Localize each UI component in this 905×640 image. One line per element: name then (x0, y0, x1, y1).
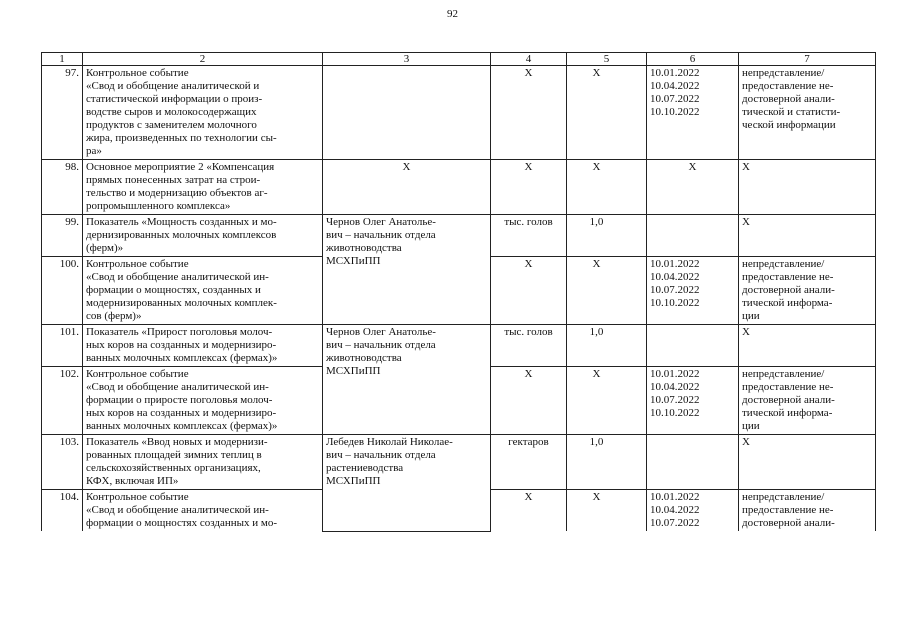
description-line: ра» (86, 145, 102, 157)
risk-line: тической и статисти- (742, 106, 841, 118)
row-description (83, 215, 323, 257)
value-cell: X (567, 490, 647, 532)
description-line: ванных молочных комплексах (фермах)» (86, 420, 278, 432)
dates-cell (647, 215, 739, 257)
dates-cell (647, 325, 739, 367)
date-line: 10.04.2022 (650, 504, 700, 516)
risk-line: непредставление/ (742, 368, 825, 380)
responsible-line: Лебедев Николай Николае- (326, 436, 453, 448)
dates-cell (647, 257, 739, 325)
risk-line: непредставление/ (742, 258, 825, 270)
description-line: Контрольное событие (86, 368, 189, 380)
column-header: 3 (323, 53, 491, 66)
responsible-line: Чернов Олег Анатолье- (326, 216, 436, 228)
date-line: 10.01.2022 (650, 258, 700, 270)
risk-line: тической информа- (742, 297, 833, 309)
description-line: КФХ, включая ИП» (86, 475, 179, 487)
responsible-line: животноводства (326, 242, 402, 254)
description-line: формации о мощностях созданных и мо- (86, 517, 278, 529)
description-line: (ферм)» (86, 242, 124, 254)
description-line: ных коров на созданных и модернизиро- (86, 407, 277, 419)
row-number: 100. (42, 257, 83, 325)
value-cell: X (567, 257, 647, 325)
dates-cell (647, 66, 739, 160)
row-description (83, 160, 323, 215)
description-line: «Свод и обобщение аналитической и (86, 80, 260, 92)
risk-line: непредставление/ (742, 67, 825, 79)
column-header: 2 (83, 53, 323, 66)
responsible-line: МСХПиПП (326, 255, 381, 267)
description-line: сельскохозяйственных организациях, (86, 462, 261, 474)
description-line: водстве сыров и молокосодержащих (86, 106, 257, 118)
row-number: 97. (42, 66, 83, 160)
risk-cell (739, 66, 876, 160)
table-row (42, 325, 876, 367)
column-header: 5 (567, 53, 647, 66)
description-line: Контрольное событие (86, 258, 189, 270)
date-line: 10.04.2022 (650, 80, 700, 92)
responsible-line: вич – начальник отдела (326, 229, 436, 241)
value-cell: 1,0 (567, 435, 647, 490)
risk-cell (739, 490, 876, 532)
date-line: 10.04.2022 (650, 381, 700, 393)
description-line: Показатель «Ввод новых и модернизи- (86, 436, 268, 448)
row-description (83, 257, 323, 325)
column-header: 6 (647, 53, 739, 66)
date-line: 10.10.2022 (650, 407, 700, 419)
description-line: ванных молочных комплексах (фермах)» (86, 352, 278, 364)
responsible-cell: X (323, 160, 491, 215)
description-line: сов (ферм)» (86, 310, 142, 322)
row-number: 102. (42, 367, 83, 435)
row-description (83, 435, 323, 490)
row-number: 104. (42, 490, 83, 532)
description-line: прямых понесенных затрат на строи- (86, 174, 261, 186)
row-description (83, 66, 323, 160)
responsible-line: МСХПиПП (326, 475, 381, 487)
description-line: статистической информации о произ- (86, 93, 263, 105)
risk-cell (739, 367, 876, 435)
risk-line: достоверной анали- (742, 517, 835, 529)
unit-cell: тыс. голов (491, 325, 567, 367)
unit-cell: X (491, 367, 567, 435)
column-header: 4 (491, 53, 567, 66)
date-line: 10.07.2022 (650, 394, 700, 406)
row-number: 98. (42, 160, 83, 215)
description-line: модернизированных молочных комплек- (86, 297, 277, 309)
unit-cell: X (491, 66, 567, 160)
date-line: 10.07.2022 (650, 284, 700, 296)
description-line: ных коров на созданных и модернизиро- (86, 339, 277, 351)
responsible-line: вич – начальник отдела (326, 449, 436, 461)
description-line: тельство и модернизацию объектов аг- (86, 187, 268, 199)
risk-line: достоверной анали- (742, 284, 835, 296)
responsible-cell (323, 215, 491, 325)
value-cell: X (567, 66, 647, 160)
risk-cell: X (739, 325, 876, 367)
risk-cell (739, 257, 876, 325)
responsible-cell (323, 435, 491, 532)
dates-cell: X (647, 160, 739, 215)
unit-cell: тыс. голов (491, 215, 567, 257)
table-row (42, 66, 876, 160)
description-line: «Свод и обобщение аналитической ин- (86, 381, 269, 393)
table-row (42, 435, 876, 490)
description-line: жира, произведенных по технологии сы- (86, 132, 277, 144)
description-line: формации о мощностях, созданных и (86, 284, 261, 296)
date-line: 10.10.2022 (650, 297, 700, 309)
column-header: 7 (739, 53, 876, 66)
risk-cell: X (739, 160, 876, 215)
responsible-line: растениеводства (326, 462, 404, 474)
row-description (83, 490, 323, 532)
risk-line: ческой информации (742, 119, 836, 131)
row-number: 103. (42, 435, 83, 490)
risk-line: предоставление не- (742, 80, 834, 92)
risk-line: предоставление не- (742, 504, 834, 516)
value-cell: X (567, 160, 647, 215)
description-line: Контрольное событие (86, 491, 189, 503)
date-line: 10.04.2022 (650, 271, 700, 283)
responsible-cell (323, 325, 491, 435)
description-line: Показатель «Мощность созданных и мо- (86, 216, 277, 228)
risk-line: достоверной анали- (742, 394, 835, 406)
description-line: рованных площадей зимних теплиц в (86, 449, 262, 461)
risk-line: тической информа- (742, 407, 833, 419)
dates-cell (647, 435, 739, 490)
risk-line: предоставление не- (742, 381, 834, 393)
table-row (42, 215, 876, 257)
description-line: Показатель «Прирост поголовья молоч- (86, 326, 273, 338)
row-description (83, 325, 323, 367)
row-number: 101. (42, 325, 83, 367)
description-line: продуктов с заменителем молочного (86, 119, 257, 131)
page-number: 92 (447, 8, 458, 20)
risk-line: предоставление не- (742, 271, 834, 283)
unit-cell: X (491, 490, 567, 532)
dates-cell (647, 490, 739, 532)
value-cell: 1,0 (567, 215, 647, 257)
responsible-line: вич – начальник отдела (326, 339, 436, 351)
risk-line: достоверной анали- (742, 93, 835, 105)
indicators-table (41, 52, 876, 532)
description-line: Контрольное событие (86, 67, 189, 79)
table-row (42, 160, 876, 215)
date-line: 10.10.2022 (650, 106, 700, 118)
description-line: Основное мероприятие 2 «Компенсация (86, 161, 275, 173)
risk-cell: X (739, 435, 876, 490)
table-header-row (42, 53, 876, 66)
description-line: формации о приросте поголовья молоч- (86, 394, 273, 406)
dates-cell (647, 367, 739, 435)
value-cell: 1,0 (567, 325, 647, 367)
date-line: 10.01.2022 (650, 368, 700, 380)
risk-line: непредставление/ (742, 491, 825, 503)
responsible-line: животноводства (326, 352, 402, 364)
responsible-line: Чернов Олег Анатолье- (326, 326, 436, 338)
date-line: 10.01.2022 (650, 67, 700, 79)
date-line: 10.07.2022 (650, 517, 700, 529)
unit-cell: X (491, 160, 567, 215)
value-cell: X (567, 367, 647, 435)
description-line: ропромышленного комплекса» (86, 200, 231, 212)
responsible-cell (323, 66, 491, 160)
date-line: 10.01.2022 (650, 491, 700, 503)
risk-cell: X (739, 215, 876, 257)
description-line: «Свод и обобщение аналитической ин- (86, 271, 269, 283)
row-description (83, 367, 323, 435)
row-number: 99. (42, 215, 83, 257)
unit-cell: X (491, 257, 567, 325)
description-line: «Свод и обобщение аналитической ин- (86, 504, 269, 516)
risk-line: ции (742, 310, 760, 322)
column-header: 1 (42, 53, 83, 66)
responsible-line: МСХПиПП (326, 365, 381, 377)
description-line: дернизированных молочных комплексов (86, 229, 277, 241)
date-line: 10.07.2022 (650, 93, 700, 105)
risk-line: ции (742, 420, 760, 432)
unit-cell: гектаров (491, 435, 567, 490)
